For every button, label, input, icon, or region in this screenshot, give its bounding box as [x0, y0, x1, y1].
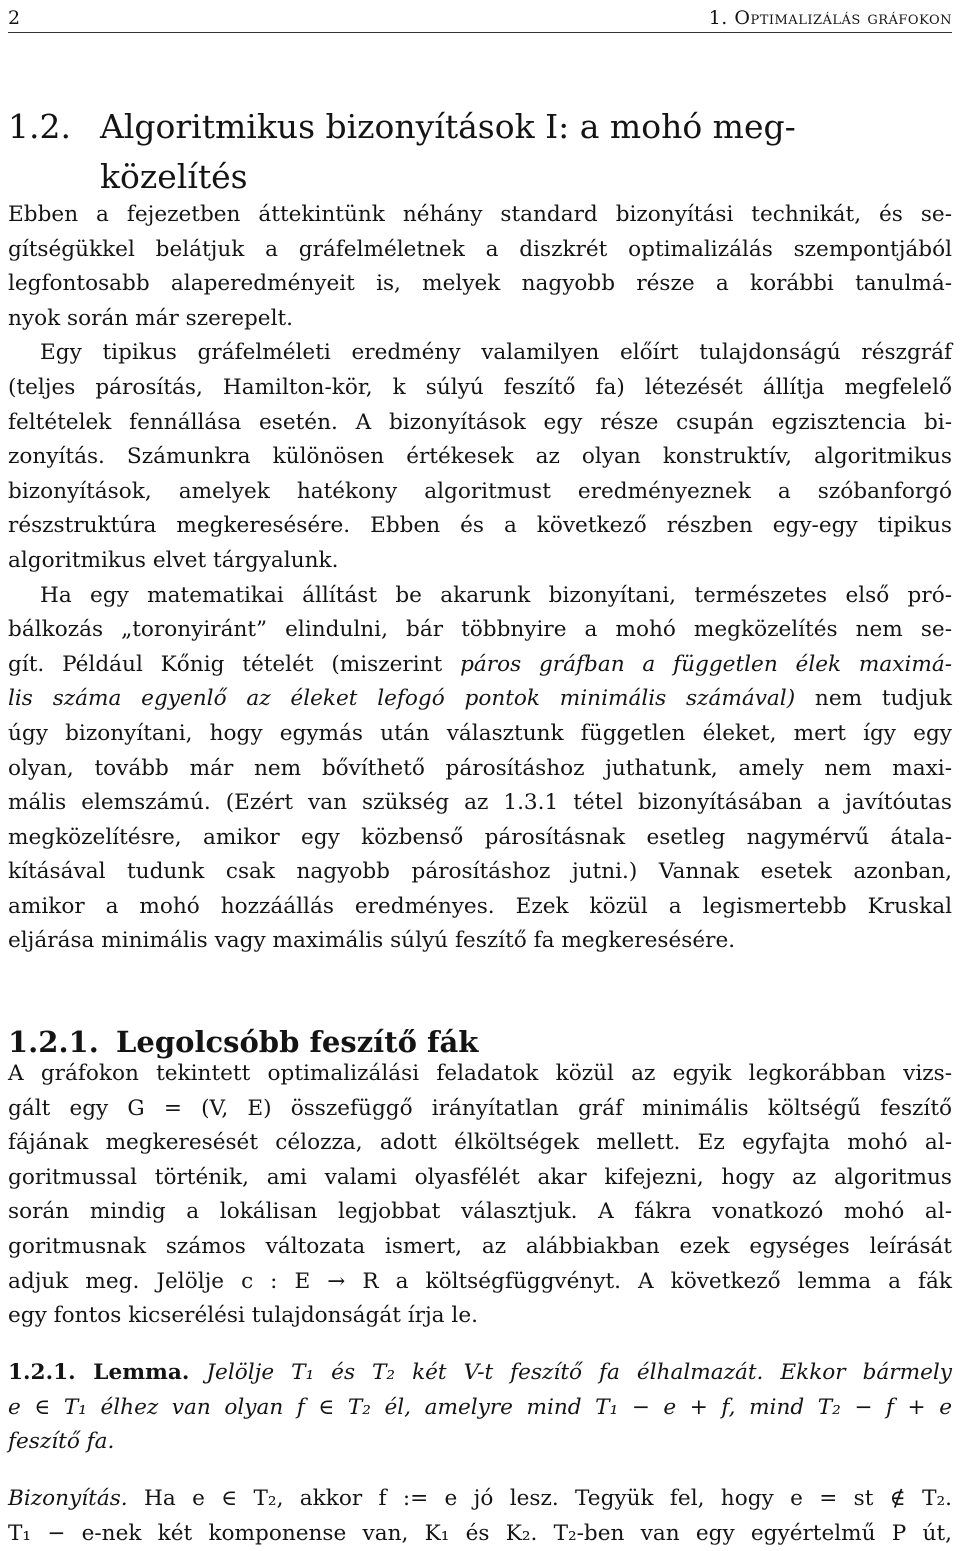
text-fragment: nem tudjuk — [795, 686, 952, 712]
body-paragraphs-2 — [8, 1057, 952, 1334]
text-line: fájának megkeresését célozza, adott élköltségek mellett. Ez egyfajta mohó al- — [8, 1130, 952, 1156]
text-line: úgy bizonyítani, hogy egymás után választunk független éleket, mert így egy — [8, 720, 952, 746]
section-number: 1.2. — [8, 107, 71, 147]
subsection-number: 1.2.1. — [8, 1025, 99, 1060]
lemma-block — [8, 1356, 952, 1460]
section-heading — [8, 102, 952, 202]
text-line: goritmussal történik, ami valami olyasfélét akar kifejezni, hogy az algoritmus — [8, 1164, 952, 1190]
proof-text: Ha e ∈ T₂, akkor f := e jó lesz. Tegyük fel, hogy e = st ∉ T₂. — [127, 1486, 952, 1511]
text-line — [8, 1356, 952, 1391]
text-line: egy fontos kicserélési tulajdonságát írja le. — [8, 1303, 478, 1329]
page-number: 2 — [8, 7, 21, 29]
text-line — [8, 648, 952, 683]
text-fragment: gít. Például Kőnig tételét (miszerint — [8, 651, 461, 677]
chapter-title: 1. Optimalizálás gráfokon — [708, 7, 952, 29]
body-paragraphs-1 — [8, 198, 952, 959]
section-title-line1: Algoritmikus bizonyítások I: a mohó meg- — [100, 107, 796, 147]
text-line: gált egy G = (V, E) összefüggő irányítatlan gráf minimális költségű feszítő — [8, 1095, 952, 1121]
text-line: eljárása minimális vagy maximális súlyú feszítő fa megkeresésére. — [8, 928, 736, 954]
text-line: megközelítésre, amikor egy közbenső párosításnak esetleg nagymérvű átala- — [8, 824, 952, 850]
proof-label: Bizonyítás. — [8, 1486, 128, 1511]
text-line: algoritmikus elvet tárgyalunk. — [8, 547, 339, 573]
proof-block — [8, 1482, 952, 1551]
text-line: kításával tudunk csak nagyobb párosításhoz jutni.) Vannak esetek azonban, — [8, 859, 952, 885]
section-title-line2: közelítés — [100, 157, 248, 197]
text-line: részstruktúra megkeresésére. Ebben és a következő részben egy-egy tipikus — [8, 513, 952, 539]
text-line: mális elemszámú. (Ezért van szükség az 1.3.1 tétel bizonyításában a javítóutas — [8, 790, 952, 816]
text-line: Ebben a fejezetben áttekintünk néhány standard bizonyítási technikát, és se- — [8, 202, 952, 227]
text-line: goritmusnak számos változata ismert, az alábbiakban ezek egységes leírását — [8, 1233, 952, 1259]
subsection-title: Legolcsóbb feszítő fák — [116, 1025, 479, 1060]
text-line: A gráfokon tekintett optimalizálási feladatok közül az egyik legkorábban vizs- — [8, 1061, 952, 1086]
text-line: amikor a mohó hozzáállás eredményes. Ezek közül a legismertebb Kruskal — [8, 893, 952, 919]
text-line: olyan, tovább már nem bővíthető párosításhoz juthatunk, amely nem maxi- — [8, 755, 952, 781]
text-line: feszítő fa. — [8, 1429, 115, 1455]
text-line: Egy tipikus gráfelméleti eredmény valamilyen előírt tulajdonságú részgráf — [40, 340, 952, 366]
lemma-label: 1.2.1. Lemma. — [8, 1360, 190, 1385]
text-line — [8, 1482, 952, 1517]
theorem-statement-italic: lis száma egyenlő az éleket lefogó pontok minimális számával) — [8, 686, 796, 712]
lemma-text: Jelölje T₁ és T₂ két V-t feszítő fa élhalmazát. Ekkor bármely — [189, 1360, 952, 1385]
text-line: adjuk meg. Jelölje c : E → R a költségfüggvényt. A következő lemma a fák — [8, 1268, 952, 1294]
text-line: legfontosabb alaperedményeit is, melyek nagyobb része a korábbi tanulmá- — [8, 271, 952, 297]
theorem-statement-italic: páros gráfban a független élek maximá- — [460, 651, 953, 677]
text-line: során mindig a lokálisan legjobbat választjuk. A fákra vonatkozó mohó al- — [8, 1199, 952, 1225]
text-line: gítségükkel belátjuk a gráfelméletnek a diszkrét optimalizálás szempontjából — [8, 236, 952, 262]
text-line: (teljes párosítás, Hamilton-kör, k súlyú feszítő fa) létezését állítja megfelelő — [8, 374, 952, 400]
running-head — [8, 6, 952, 33]
text-line: bálkozás „toronyiránt” elindulni, bár többnyire a mohó megközelítés nem se- — [8, 617, 952, 643]
text-line: Ha egy matematikai állítást be akarunk bizonyítani, természetes első pró- — [40, 582, 952, 608]
text-line: T₁ − e-nek két komponense van, K₁ és K₂. T₂-ben van egy egyértelmű P út, — [8, 1520, 952, 1546]
text-line: nyok során már szerepelt. — [8, 305, 294, 331]
text-line: bizonyítások, amelyek hatékony algoritmust eredményeznek a szóbanforgó — [8, 478, 952, 504]
text-line: zonyítás. Számunkra különösen értékesek az olyan konstruktív, algoritmikus — [8, 444, 952, 470]
text-line: e ∈ T₁ élhez van olyan f ∈ T₂ él, amelyre mind T₁ − e + f, mind T₂ − f + e — [8, 1394, 952, 1420]
text-line: feltételek fennállása esetén. A bizonyítások egy része csupán egzisztencia bi- — [8, 409, 952, 435]
text-line — [8, 682, 952, 717]
